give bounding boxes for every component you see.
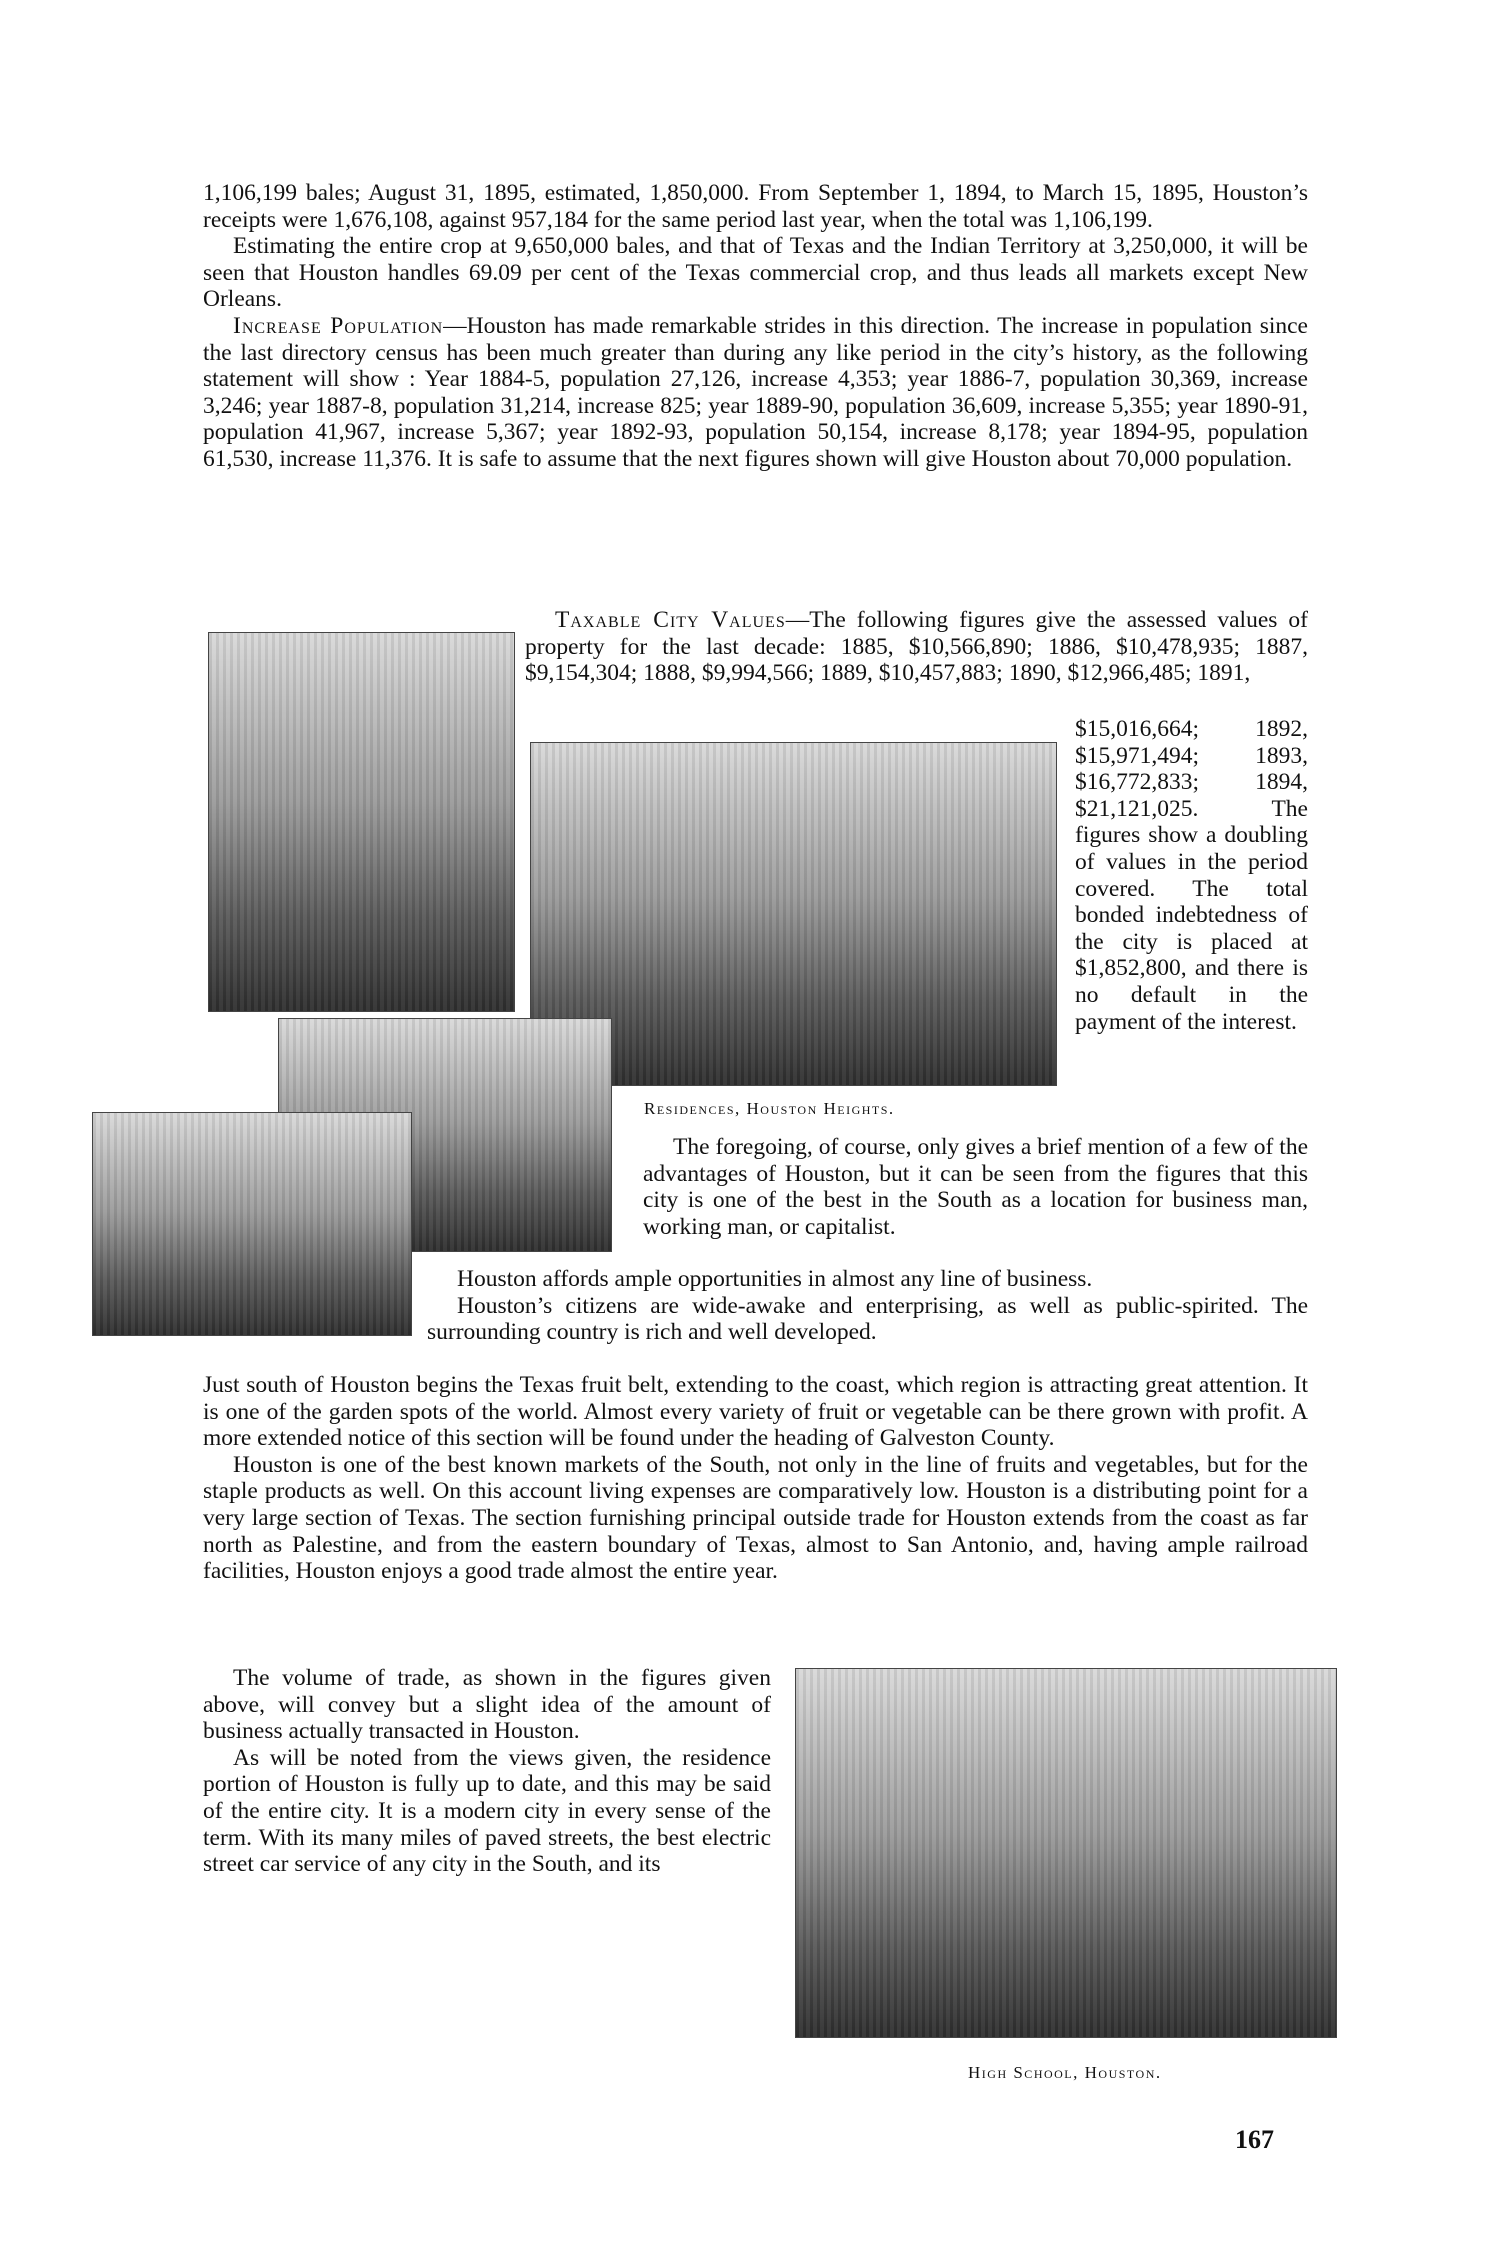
- paragraph-residence-portion: As will be noted from the views given, the residence portion of Houston is fully up to date, and this may be said of the entire city. It is a modern city in every sense of the term. With its many miles of paved streets, the best electric street car service of any city in the South, and its: [203, 1744, 771, 1878]
- text-block-lower: [203, 1372, 1308, 1585]
- heading-taxable-city-values: Taxable City Values: [555, 607, 786, 633]
- text-block-taxable-narrow: [1075, 716, 1308, 1035]
- paragraph-volume: The volume of trade, as shown in the figures given above, will convey but a slight idea of the amount of business actually transacted in Houston.: [203, 1665, 771, 1745]
- photo-avenue-trees: [92, 1112, 412, 1336]
- paragraph-fruit-belt: Just south of Houston begins the Texas fruit belt, extending to the coast, which region is attracting great attention. It is one of the garden spots of the world. Almost every variety of fruit or vegetable can be there grown with profit. A more extended notice of this section will be found under the heading of Galveston County.: [203, 1372, 1308, 1452]
- text-block-top: [203, 180, 1308, 473]
- text-block-volume: [203, 1665, 771, 1878]
- taxable-text-2: $15,016,664; 1892, $15,971,494; 1893, $16,772,833; 1894, $21,121,025. The figures show a doubling of values in the period covered. The total bonded indebtedness of the city is placed at $1,852,800, and there is no default in the payment of the interest.: [1075, 716, 1308, 1035]
- photo-residence-left: [208, 632, 515, 1012]
- paragraph-citizens: Houston’s citizens are wide-awake and enterprising, as well as public-spirited. The surrounding country is rich and well developed.: [427, 1292, 1308, 1346]
- page-number: 167: [1235, 2125, 1274, 2154]
- paragraph-markets: Houston is one of the best known markets of the South, not only in the line of fruits and vegetables, but for the staple products as well. On this account living expenses are comparatively low. Houston is a distributing point for a very large section of Texas. The section furnishing principal outside trade for Houston extends from the coast as far north as Palestine, and from the eastern boundary of Texas, almost to San Antonio, and, having ample railroad facilities, Houston enjoys a good trade almost the entire year.: [203, 1451, 1308, 1585]
- paragraph-affords: Houston affords ample opportunities in almost any line of business.: [457, 1266, 1093, 1292]
- photo-high-school: [795, 1668, 1337, 2038]
- paragraph-receipts: 1,106,199 bales; August 31, 1895, estimated, 1,850,000. From September 1, 1894, to March 15, 1895, Houston’s receipts were 1,676,108, against 957,184 for the same period last year, when the total was 1,106,199.: [203, 180, 1308, 233]
- paragraph-crop-estimate: Estimating the entire crop at 9,650,000 bales, and that of Texas and the Indian Territory at 3,250,000, it will be seen that Houston handles 69.09 per cent of the Texas commercial crop, and thus leads all markets except New Orleans.: [203, 233, 1308, 313]
- paragraph-taxable-values: [525, 607, 1308, 687]
- text-block-foregoing: [643, 1134, 1308, 1240]
- paragraph-population: [203, 313, 1308, 473]
- text-block-affords: [427, 1266, 1308, 1346]
- heading-increase-population: Increase Population: [233, 312, 444, 339]
- paragraph-foregoing: The foregoing, of course, only gives a brief mention of a few of the advantages of Houston, but it can be seen from the figures that this city is one of the best in the South as a location for business man, working man, or capitalist.: [643, 1134, 1308, 1240]
- caption-high-school: High School, Houston.: [968, 2063, 1162, 2082]
- text-block-taxable-top: [525, 607, 1308, 687]
- taxable-text-1: —The following figures give the assessed values of property for the last decade: 1885, $10,566,890; 1886, $10,478,935; 1887, $9,154,304; 1888, $9,994,566; 1889, $10,457,883; 1890, $12,966,485; 1891,: [525, 607, 1309, 687]
- population-text: —Houston has made remarkable strides in this direction. The increase in population since the last directory census has been much greater than during any like period in the city’s history, as the following statement will show : Year 1884-5, population 27,126, increase 4,353; year 1886-7, population 30,369, increase 3,246; year 1887-8, population 31,214, increase 825; year 1889-90, population 36,609, increase 5,355; year 1890-91, population 41,967, increase 5,367; year 1892-93, population 50,154, increase 8,178; year 1894-95, population 61,530, increase 11,376. It is safe to assume that the next figures shown will give Houston about 70,000 population.: [203, 312, 1308, 472]
- caption-residences: Residences, Houston Heights.: [644, 1099, 895, 1118]
